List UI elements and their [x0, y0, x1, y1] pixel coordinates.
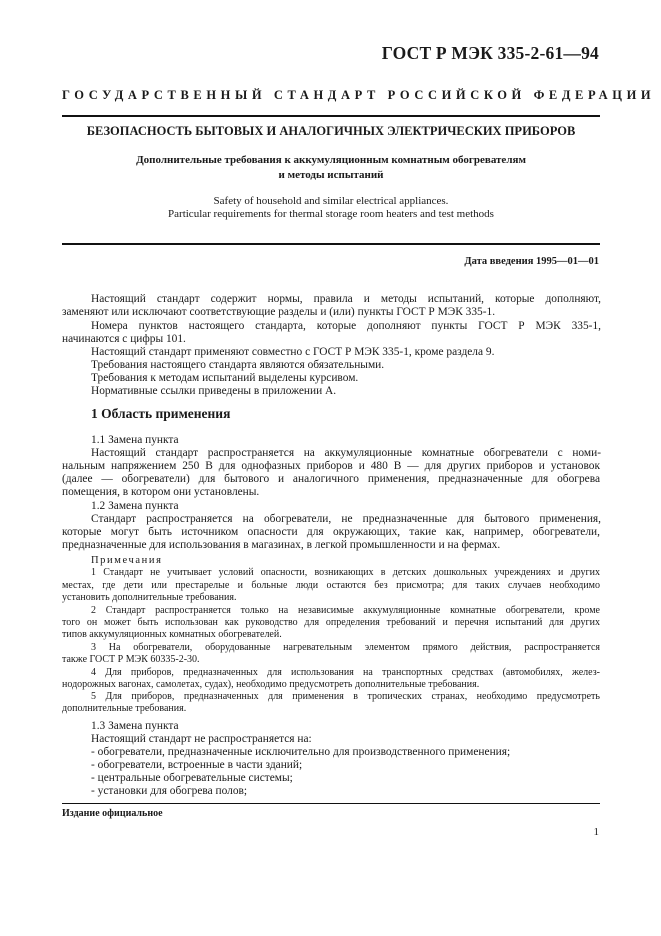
- clause-label: 1.1 Замена пункта: [91, 434, 179, 446]
- english-title-line: Safety of household and similar electrical appliances.: [213, 195, 449, 207]
- intro-line: Номера пунктов настоящего стандарта, которые дополняют пункты ГОСТ Р МЭК 335-1,: [91, 320, 601, 332]
- list-item: - установки для обогрева полов;: [91, 785, 248, 797]
- subtitle-line: и методы испытаний: [278, 169, 384, 181]
- intro-line: Требования к методам испытаний выделены курсивом.: [91, 372, 359, 384]
- title-divider: [62, 243, 600, 245]
- clause-line: Стандарт распространяется на обогреватели, не предназначенные для бытового применения,: [91, 513, 601, 525]
- note-line: 3 На обогреватели, оборудованные нагревательным элементом прямого действия, распространяется: [91, 642, 600, 653]
- note-line: типов аккумуляционных комнатных обогревателей.: [62, 629, 282, 640]
- footer-divider: [62, 803, 600, 804]
- top-divider: [62, 115, 600, 117]
- standard-code: ГОСТ Р МЭК 335-2-61—94: [381, 43, 599, 63]
- clause-line: нальным напряжением 250 В для однофазных приборов и 480 В — для других приборов и установок: [62, 460, 600, 472]
- clause-line: Настоящий стандарт не распространяется на:: [91, 733, 312, 745]
- note-line: 4 Для приборов, предназначенных для использования на транспортных средствах (автомобилях, желез-: [91, 667, 600, 678]
- clause-line: Настоящий стандарт распространяется на аккумуляционные комнатные обогреватели с номи-: [91, 447, 601, 459]
- note-line: также ГОСТ Р МЭК 60335-2-30.: [62, 654, 200, 665]
- list-item: - обогреватели, предназначенные исключительно для производственного применения;: [91, 746, 511, 758]
- note-line: местах, где дети или престарелые и больные люди остаются без присмотра; для таких случаев необходимо: [62, 580, 600, 591]
- intro-line: Настоящий стандарт применяют совместно с ГОСТ Р МЭК 335-1, кроме раздела 9.: [91, 346, 495, 358]
- list-item: - центральные обогревательные системы;: [91, 772, 293, 784]
- note-line: установить дополнительные требования.: [62, 592, 237, 603]
- list-item: - обогреватели, встроенные в части зданий;: [91, 759, 303, 771]
- english-title: [62, 195, 600, 221]
- clause-label: 1.2 Замена пункта: [91, 500, 179, 512]
- clause-line: (далее — обогреватели) для бытового и аналогичного применения, предназначенные для обогрева: [62, 473, 600, 485]
- english-title-line: Particular requirements for thermal storage room heaters and test methods: [168, 208, 494, 220]
- note-line: того он может быть использован как руководство для определения требований и перечня испытаний для других: [62, 617, 600, 628]
- intro-line: Требования настоящего стандарта являются обязательными.: [91, 359, 385, 371]
- note-line: дополнительные требования.: [62, 703, 187, 714]
- edition-label: Издание официальное: [62, 808, 163, 819]
- note-line: 2 Стандарт распространяется только на независимые аккумуляционные комнатные обогреватели, кроме: [91, 605, 600, 616]
- subtitle-line: Дополнительные требования к аккумуляционным комнатным обогревателям: [136, 154, 526, 166]
- clause-label: 1.3 Замена пункта: [91, 720, 179, 732]
- document-subtitle: [62, 153, 600, 183]
- clause-line: помещения, в котором они установлены.: [62, 486, 260, 498]
- notes-label: Примечания: [91, 555, 163, 566]
- intro-line: Нормативные ссылки приведены в приложении А.: [91, 385, 337, 397]
- section-heading: 1 Область применения: [91, 406, 231, 421]
- page-number: 1: [593, 826, 599, 838]
- intro-line: Настоящий стандарт содержит нормы, правила и методы испытаний, которые дополняют,: [91, 293, 601, 305]
- note-line: 5 Для приборов, предназначенных для применения в тропических странах, необходимо предусмотреть: [91, 691, 600, 702]
- note-line: 1 Стандарт не учитывает условий опасности, возникающих в детских дошкольных учреждениях и других: [91, 567, 600, 578]
- clause-line: которые могут быть источником опасности для окружающих, такие как, например, обогреватели,: [62, 526, 600, 538]
- note-line: нодорожных вагонах, самолетах, судах), необходимо предусмотреть дополнительные требования.: [62, 679, 480, 690]
- intro-line: начинаются с цифры 101.: [62, 333, 186, 345]
- introduction-date: Дата введения 1995—01—01: [464, 256, 599, 267]
- clause-line: предназначенные для использования в магазинах, в легкой промышленности и на фермах.: [62, 539, 501, 551]
- state-standard-line: ГОСУДАРСТВЕННЫЙ СТАНДАРТ РОССИЙСКОЙ ФЕДЕРАЦИИ: [62, 88, 656, 102]
- intro-line: заменяют или исключают соответствующие разделы и (или) пункты ГОСТ Р МЭК 335-1.: [62, 306, 496, 318]
- document-title: БЕЗОПАСНОСТЬ БЫТОВЫХ И АНАЛОГИЧНЫХ ЭЛЕКТРИЧЕСКИХ ПРИБОРОВ: [86, 124, 576, 138]
